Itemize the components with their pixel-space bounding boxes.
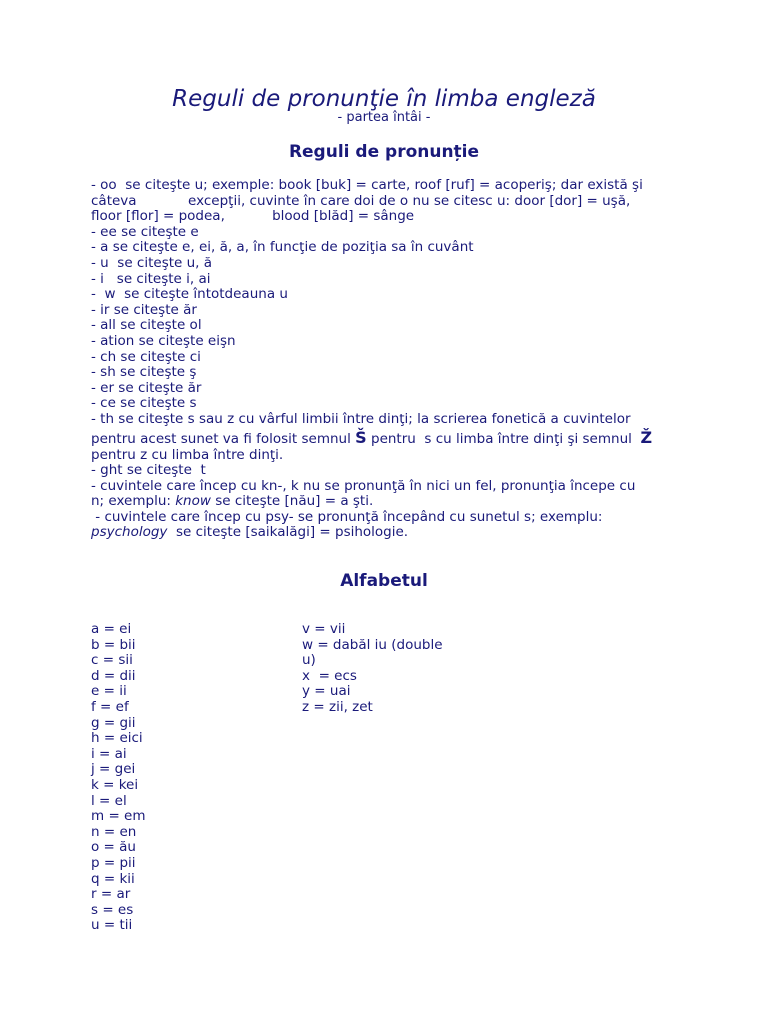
alphabet-entry: n = en: [91, 823, 137, 840]
alphabet-entry: b = bii: [91, 636, 136, 653]
symbol-z-caron: Ž: [640, 427, 653, 447]
rules-heading: Reguli de pronunție: [288, 142, 480, 162]
rule-line: - ation se citeşte eişn: [91, 332, 236, 349]
alphabet-entry: l = el: [91, 792, 127, 809]
alphabet-entry: u): [302, 652, 316, 669]
alphabet-entry: u = tii: [91, 917, 133, 934]
rule-line-kn-example: [91, 494, 681, 510]
alphabet-heading: Alfabetul: [340, 571, 428, 591]
alphabet-entry: d = dii: [91, 667, 136, 684]
rule-line: - ee se citeşte e: [91, 223, 199, 240]
symbol-s-caron: Š: [355, 427, 367, 447]
alphabet-entry: w = dabăl iu (double: [302, 636, 443, 653]
example-word: know: [175, 493, 211, 510]
example-word: psychology: [91, 524, 168, 541]
alphabet-entry: z = zii, zet: [302, 698, 373, 715]
rule-text: pentru acest sunet va fi folosit semnul: [91, 430, 356, 447]
rule-line: - er se citeşte ăr: [91, 379, 202, 396]
alphabet-entry: x = ecs: [302, 667, 357, 684]
rule-text: se citeşte [saikalăgi] = psihologie.: [167, 524, 409, 541]
document-title: Reguli de pronunţie în limba engleză: [172, 86, 596, 112]
rule-line: - i se citeşte i, ai: [91, 270, 211, 287]
alphabet-column-right: [302, 622, 443, 716]
rule-line: floor [flor] = podea, blood [blăd] = sânge: [91, 208, 415, 225]
rule-line: pentru z cu limba între dinţi.: [91, 446, 284, 463]
rule-line: - oo se citeşte u; exemple: book [buk] = carte, roof [ruf] = acoperiş; dar există şi: [91, 177, 643, 193]
rule-line: - u se citeşte u, ă: [91, 254, 213, 271]
rule-line: - ch se citeşte ci: [91, 348, 201, 365]
alphabet-entry: e = ii: [91, 683, 127, 700]
rules-list: [91, 178, 681, 541]
rule-line: - all se citeşte ol: [91, 317, 202, 334]
alphabet-column-left: [91, 622, 146, 934]
alphabet-entry: q = kii: [91, 870, 135, 887]
rule-line: - ce se citeşte s: [91, 395, 197, 412]
rule-line: - cuvintele care încep cu psy- se pronunţă începând cu sunetul s; exemplu:: [91, 508, 603, 525]
rule-line: - th se citeşte s sau z cu vârful limbii între dinţi; la scrierea fonetică a cuvintelor: [91, 410, 631, 427]
alphabet-entry: o = ău: [91, 839, 136, 856]
alphabet-entry: p = pii: [91, 854, 136, 871]
alphabet-entry: h = eici: [91, 730, 143, 747]
rule-line: - w se citeşte întotdeauna u: [91, 286, 288, 303]
alphabet-entry: j = gei: [91, 761, 136, 778]
alphabet-entry: g = gii: [91, 714, 136, 731]
rule-text: pentru s cu limba între dinţi şi semnul: [366, 430, 641, 447]
alphabet-entry: r = ar: [91, 886, 131, 903]
alphabet-entry: k = kei: [91, 776, 139, 793]
rule-line-psy-example: [91, 525, 681, 541]
rule-line: - ir se citeşte ăr: [91, 301, 197, 318]
alphabet-entry: s = es: [91, 901, 134, 918]
alphabet-entry: f = ef: [91, 698, 129, 715]
document-subtitle: - partea întâi -: [337, 110, 431, 125]
rule-line: - a se citeşte e, ei, ă, a, în funcţie de poziţia sa în cuvânt: [91, 239, 474, 256]
rule-line: - ght se citeşte t: [91, 462, 206, 479]
alphabet-entry: v = vii: [302, 621, 346, 637]
rule-line: - cuvintele care încep cu kn-, k nu se pronunţă în nici un fel, pronunţia începe cu: [91, 477, 636, 494]
rule-line: câteva excepţii, cuvinte în care doi de o nu se citesc u: door [dor] = uşă,: [91, 192, 631, 209]
rule-line: - sh se citeşte ş: [91, 364, 197, 381]
alphabet-entry: a = ei: [91, 621, 132, 637]
rule-line-th-symbols: [91, 428, 681, 448]
alphabet-entry: c = sii: [91, 652, 133, 669]
alphabet-entry: i = ai: [91, 745, 127, 762]
alphabet-entry: y = uai: [302, 683, 351, 700]
rule-text: n; exemplu:: [91, 493, 176, 510]
alphabet-entry: m = em: [91, 808, 146, 825]
rule-text: se citeşte [nău] = a şti.: [210, 493, 374, 510]
